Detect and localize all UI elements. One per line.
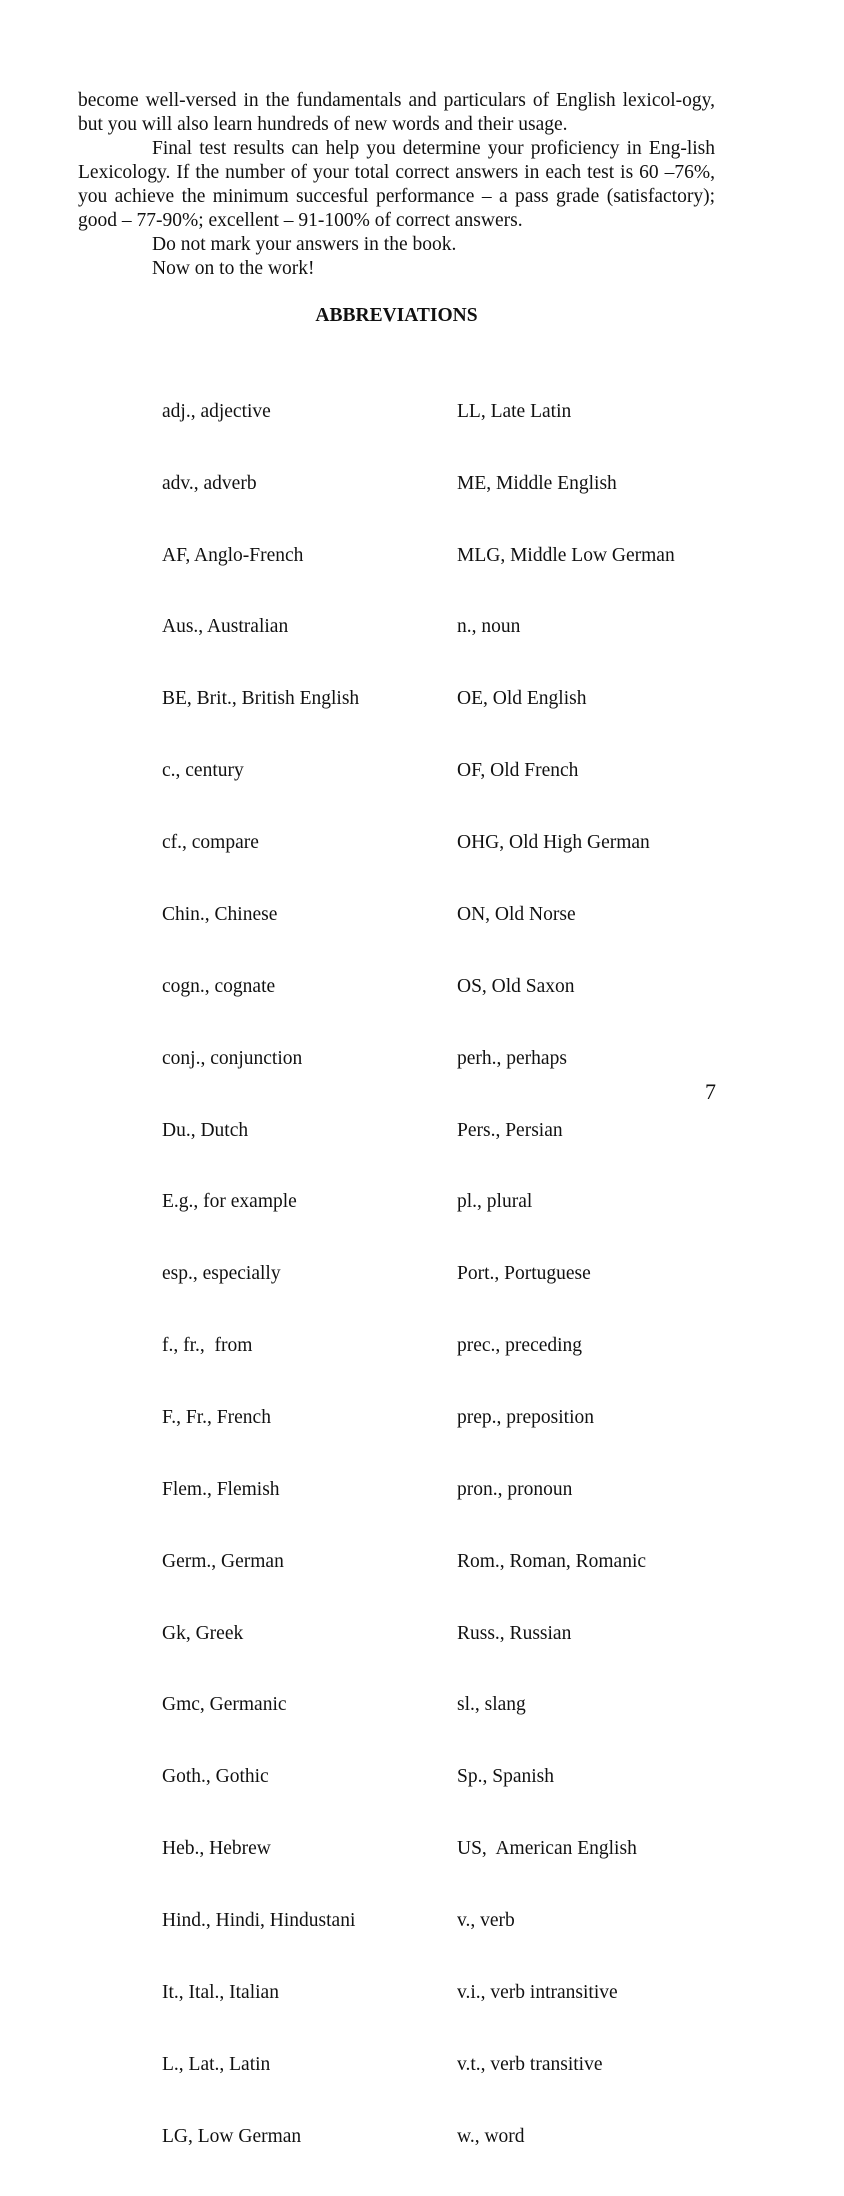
abbreviation-item: OS, Old Saxon bbox=[457, 975, 575, 997]
abbreviation-item: pron., pronoun bbox=[457, 1478, 573, 1500]
abbreviation-item: Du., Dutch bbox=[162, 1119, 249, 1141]
abbreviation-item: Germ., German bbox=[162, 1550, 284, 1572]
abbreviation-item: Port., Portuguese bbox=[457, 1263, 591, 1285]
abbreviation-item: perh., perhaps bbox=[457, 1047, 567, 1069]
abbreviation-item: v.t., verb transitive bbox=[457, 2053, 603, 2075]
intro-paragraph-test-results: Final test results can help you determine your proficiency in Eng-lish Lexicology. If the number of your total correct answers in each test is 60 –76%, you achieve the minimum succesful performance – a pass grade (satisfactory); good – 77-90%; excellent – 91-100% of correct answers. bbox=[78, 138, 715, 231]
abbreviation-item: Russ., Russian bbox=[457, 1622, 572, 1644]
intro-paragraph-continued: become well-versed in the fundamentals and particulars of English lexicol-ogy, but you will also learn hundreds of new words and their usage. bbox=[78, 90, 715, 135]
abbreviation-item: It., Ital., Italian bbox=[162, 1981, 279, 2003]
abbreviation-item: E.g., for example bbox=[162, 1191, 297, 1213]
abbreviation-item: w., word bbox=[457, 2125, 525, 2147]
abbreviation-item: v.i., verb intransitive bbox=[457, 1981, 618, 2003]
page-number: 7 bbox=[705, 1079, 716, 1104]
abbreviation-item: ME, Middle English bbox=[457, 472, 617, 494]
abbreviation-item: cogn., cognate bbox=[162, 975, 276, 997]
abbreviation-item: Gk, Greek bbox=[162, 1622, 244, 1644]
abbreviation-item: cf., compare bbox=[162, 832, 259, 854]
abbreviation-item: MLG, Middle Low German bbox=[457, 544, 675, 566]
abbreviation-item: L., Lat., Latin bbox=[162, 2053, 271, 2075]
intro-paragraph-now-on: Now on to the work! bbox=[152, 258, 315, 279]
abbreviation-item: ON, Old Norse bbox=[457, 903, 576, 925]
abbreviation-item: Gmc, Germanic bbox=[162, 1694, 287, 1716]
abbreviation-item: v., verb bbox=[457, 1909, 515, 1931]
abbreviation-item: Chin., Chinese bbox=[162, 903, 278, 925]
abbreviation-item: US, American English bbox=[457, 1838, 637, 1860]
abbreviation-item: F., Fr., French bbox=[162, 1406, 271, 1428]
abbreviation-item: Hind., Hindi, Hindustani bbox=[162, 1909, 356, 1931]
abbreviation-item: Rom., Roman, Romanic bbox=[457, 1550, 647, 1572]
abbreviation-item: n., noun bbox=[457, 616, 521, 638]
abbreviation-item: OE, Old English bbox=[457, 688, 587, 710]
abbreviation-item: LL, Late Latin bbox=[457, 400, 572, 422]
abbreviation-item: LG, Low German bbox=[162, 2125, 302, 2147]
abbreviation-item: c., century bbox=[162, 760, 244, 782]
abbreviation-item: pl., plural bbox=[457, 1191, 533, 1213]
abbreviation-item: Flem., Flemish bbox=[162, 1478, 280, 1500]
abbreviations-left-column bbox=[162, 352, 359, 2196]
abbreviation-item: Heb., Hebrew bbox=[162, 1838, 271, 1860]
abbreviation-item: OF, Old French bbox=[457, 760, 579, 782]
abbreviation-item: prep., preposition bbox=[457, 1406, 595, 1428]
intro-paragraph-do-not-mark: Do not mark your answers in the book. bbox=[152, 234, 457, 255]
abbreviation-item: adj., adjective bbox=[162, 400, 271, 422]
abbreviation-item: AF, Anglo-French bbox=[162, 544, 304, 566]
abbreviation-item: prec., preceding bbox=[457, 1335, 583, 1357]
abbreviation-item: Aus., Australian bbox=[162, 616, 289, 638]
intro-text bbox=[78, 89, 715, 281]
abbreviations-right-column bbox=[457, 352, 675, 2196]
abbreviation-item: Goth., Gothic bbox=[162, 1766, 269, 1788]
abbreviation-item: esp., especially bbox=[162, 1263, 281, 1285]
section-heading-abbreviations: ABBREVIATIONS bbox=[315, 305, 478, 326]
abbreviation-item: Sp., Spanish bbox=[457, 1766, 554, 1788]
abbreviation-item: f., fr., from bbox=[162, 1335, 253, 1357]
abbreviation-item: conj., conjunction bbox=[162, 1047, 303, 1069]
abbreviation-item: Pers., Persian bbox=[457, 1119, 563, 1141]
abbreviation-item: adv., adverb bbox=[162, 472, 257, 494]
abbreviation-item: OHG, Old High German bbox=[457, 832, 650, 854]
abbreviation-item: sl., slang bbox=[457, 1694, 526, 1716]
abbreviation-item: BE, Brit., British English bbox=[162, 688, 360, 710]
